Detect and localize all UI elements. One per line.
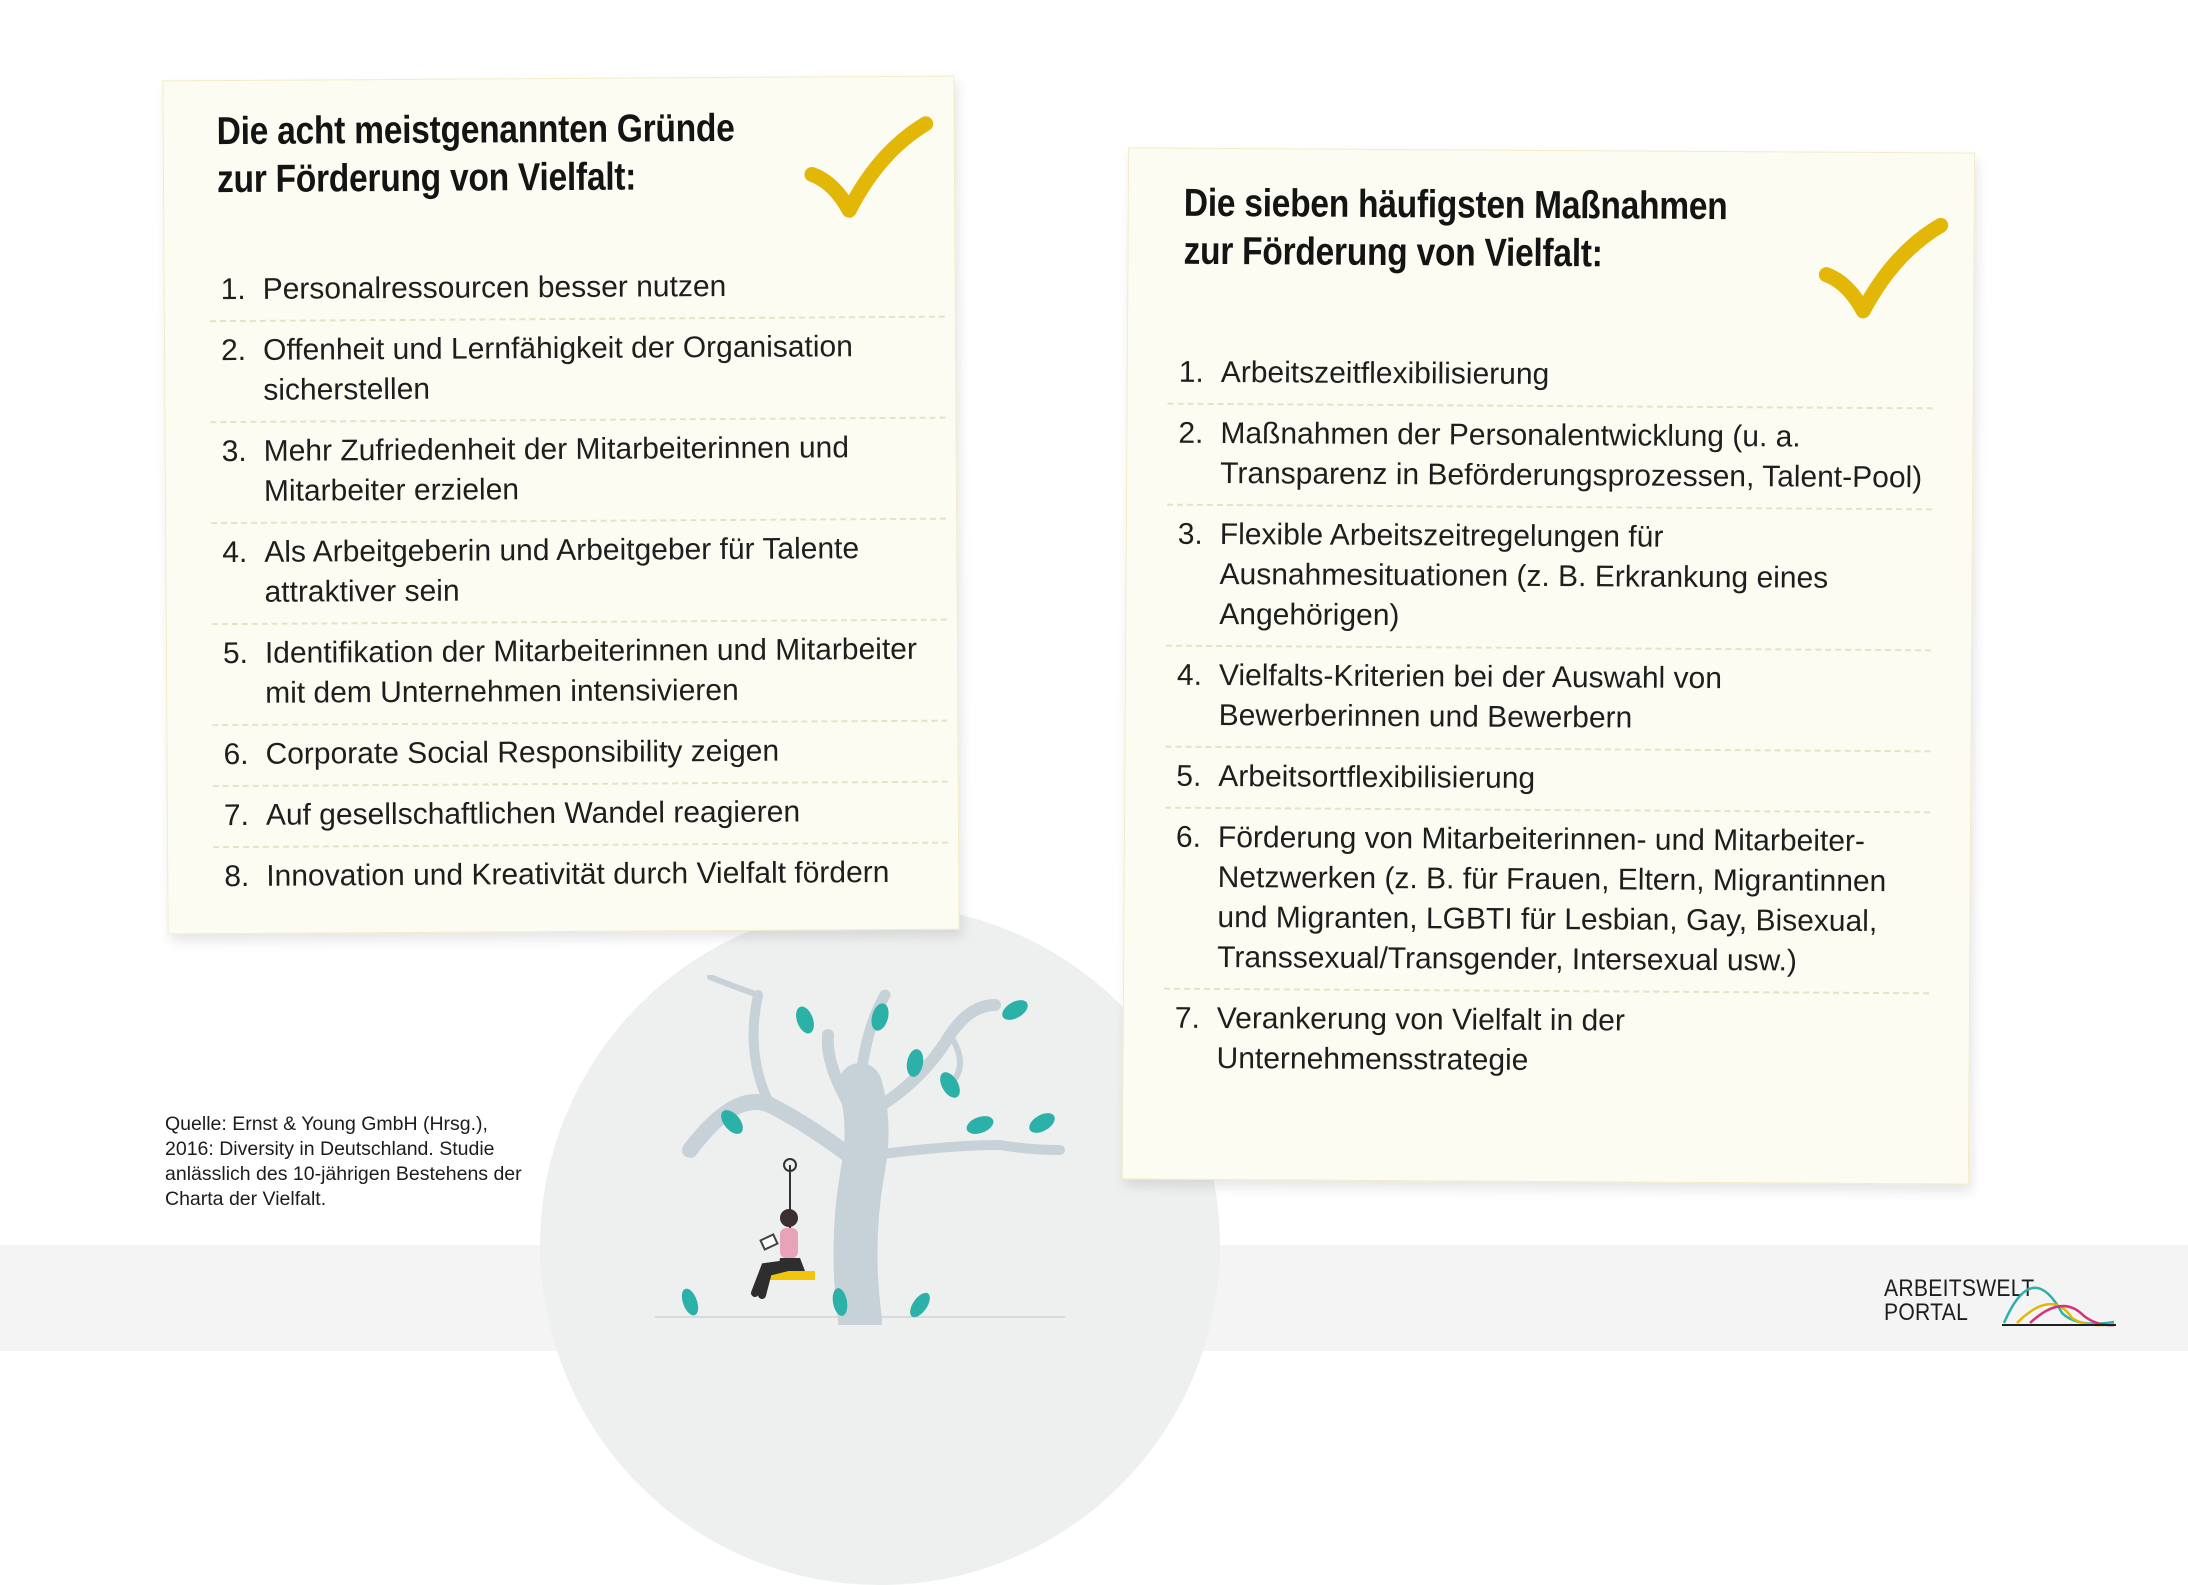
checkmark-icon <box>1818 213 1949 324</box>
list-item: 4. Vielfalts-Kriterien bei der Auswahl von Bewerberinnen und Bewerbern <box>1165 647 1931 753</box>
list-item: 5. Identifikation der Mitarbeiterinnen und Mitarbeiter mit dem Unternehmen intensivieren <box>212 621 948 726</box>
measures-title: Die sieben häufigsten Maßnahmen zur Förderung von Vielfalt: <box>1183 181 1728 276</box>
measures-list <box>1163 344 1933 1094</box>
checkmark-icon <box>804 112 935 223</box>
list-item: 4. Als Arbeitgeberin und Arbeitgeber für Talente attraktiver sein <box>211 520 947 625</box>
list-item: 7. Verankerung von Vielfalt in der Unternehmensstrategie <box>1174 1001 1625 1077</box>
logo-curves-icon <box>2002 1268 2117 1328</box>
reasons-list <box>210 257 949 907</box>
list-item: 6. Corporate Social Responsibility zeigen <box>212 722 947 787</box>
list-item: 1. Arbeitszeitflexibilisierung <box>1168 344 1933 410</box>
list-item: 5. Arbeitsortflexibilisierung <box>1165 748 1930 814</box>
list-item: 3. Flexible Arbeitszeitregelungen für Ausnahmesituationen (z. B. Erkrankung eines Angehörigen) <box>1166 506 1932 652</box>
reasons-title: Die acht meistgenannten Gründe zur Förderung von Vielfalt: <box>216 106 735 202</box>
list-item: 2. Maßnahmen der Personalentwicklung (u. a. Transparenz in Beförderungsprozessen, Talent-Pool) <box>1167 405 1933 511</box>
list-item: 8. Innovation und Kreativität durch Vielfalt fördern <box>224 856 890 894</box>
measures-card <box>1122 147 1975 1184</box>
list-item: 3. Mehr Zufriedenheit der Mitarbeiterinnen und Mitarbeiter erzielen <box>210 419 946 524</box>
arbeitswelt-portal-logo: ARBEITSWELT PORTAL <box>1884 1268 2116 1330</box>
reasons-card <box>162 76 959 935</box>
list-item: 1. Personalressourcen besser nutzen <box>210 257 945 322</box>
list-item: 6. Förderung von Mitarbeiterinnen- und Mitarbeiter-Netzwerken (z. B. für Frauen, Eltern, Migrantinnen und Migranten, LGBTI für Lesbian, Gay, Bisexual, Transsexual/Transgender, Intersexual usw.) <box>1164 809 1930 995</box>
tree-swing-illustration <box>650 975 1080 1325</box>
source-note: Quelle: Ernst & Young GmbH (Hrsg.), 2016: Diversity in Deutschland. Studie anlässlich des 10-jährigen Bestehens der Charta der Vielfalt. <box>165 1113 522 1210</box>
list-item: 7. Auf gesellschaftlichen Wandel reagieren <box>213 783 948 848</box>
list-item: 2. Offenheit und Lernfähigkeit der Organisation sicherstellen <box>210 318 946 423</box>
